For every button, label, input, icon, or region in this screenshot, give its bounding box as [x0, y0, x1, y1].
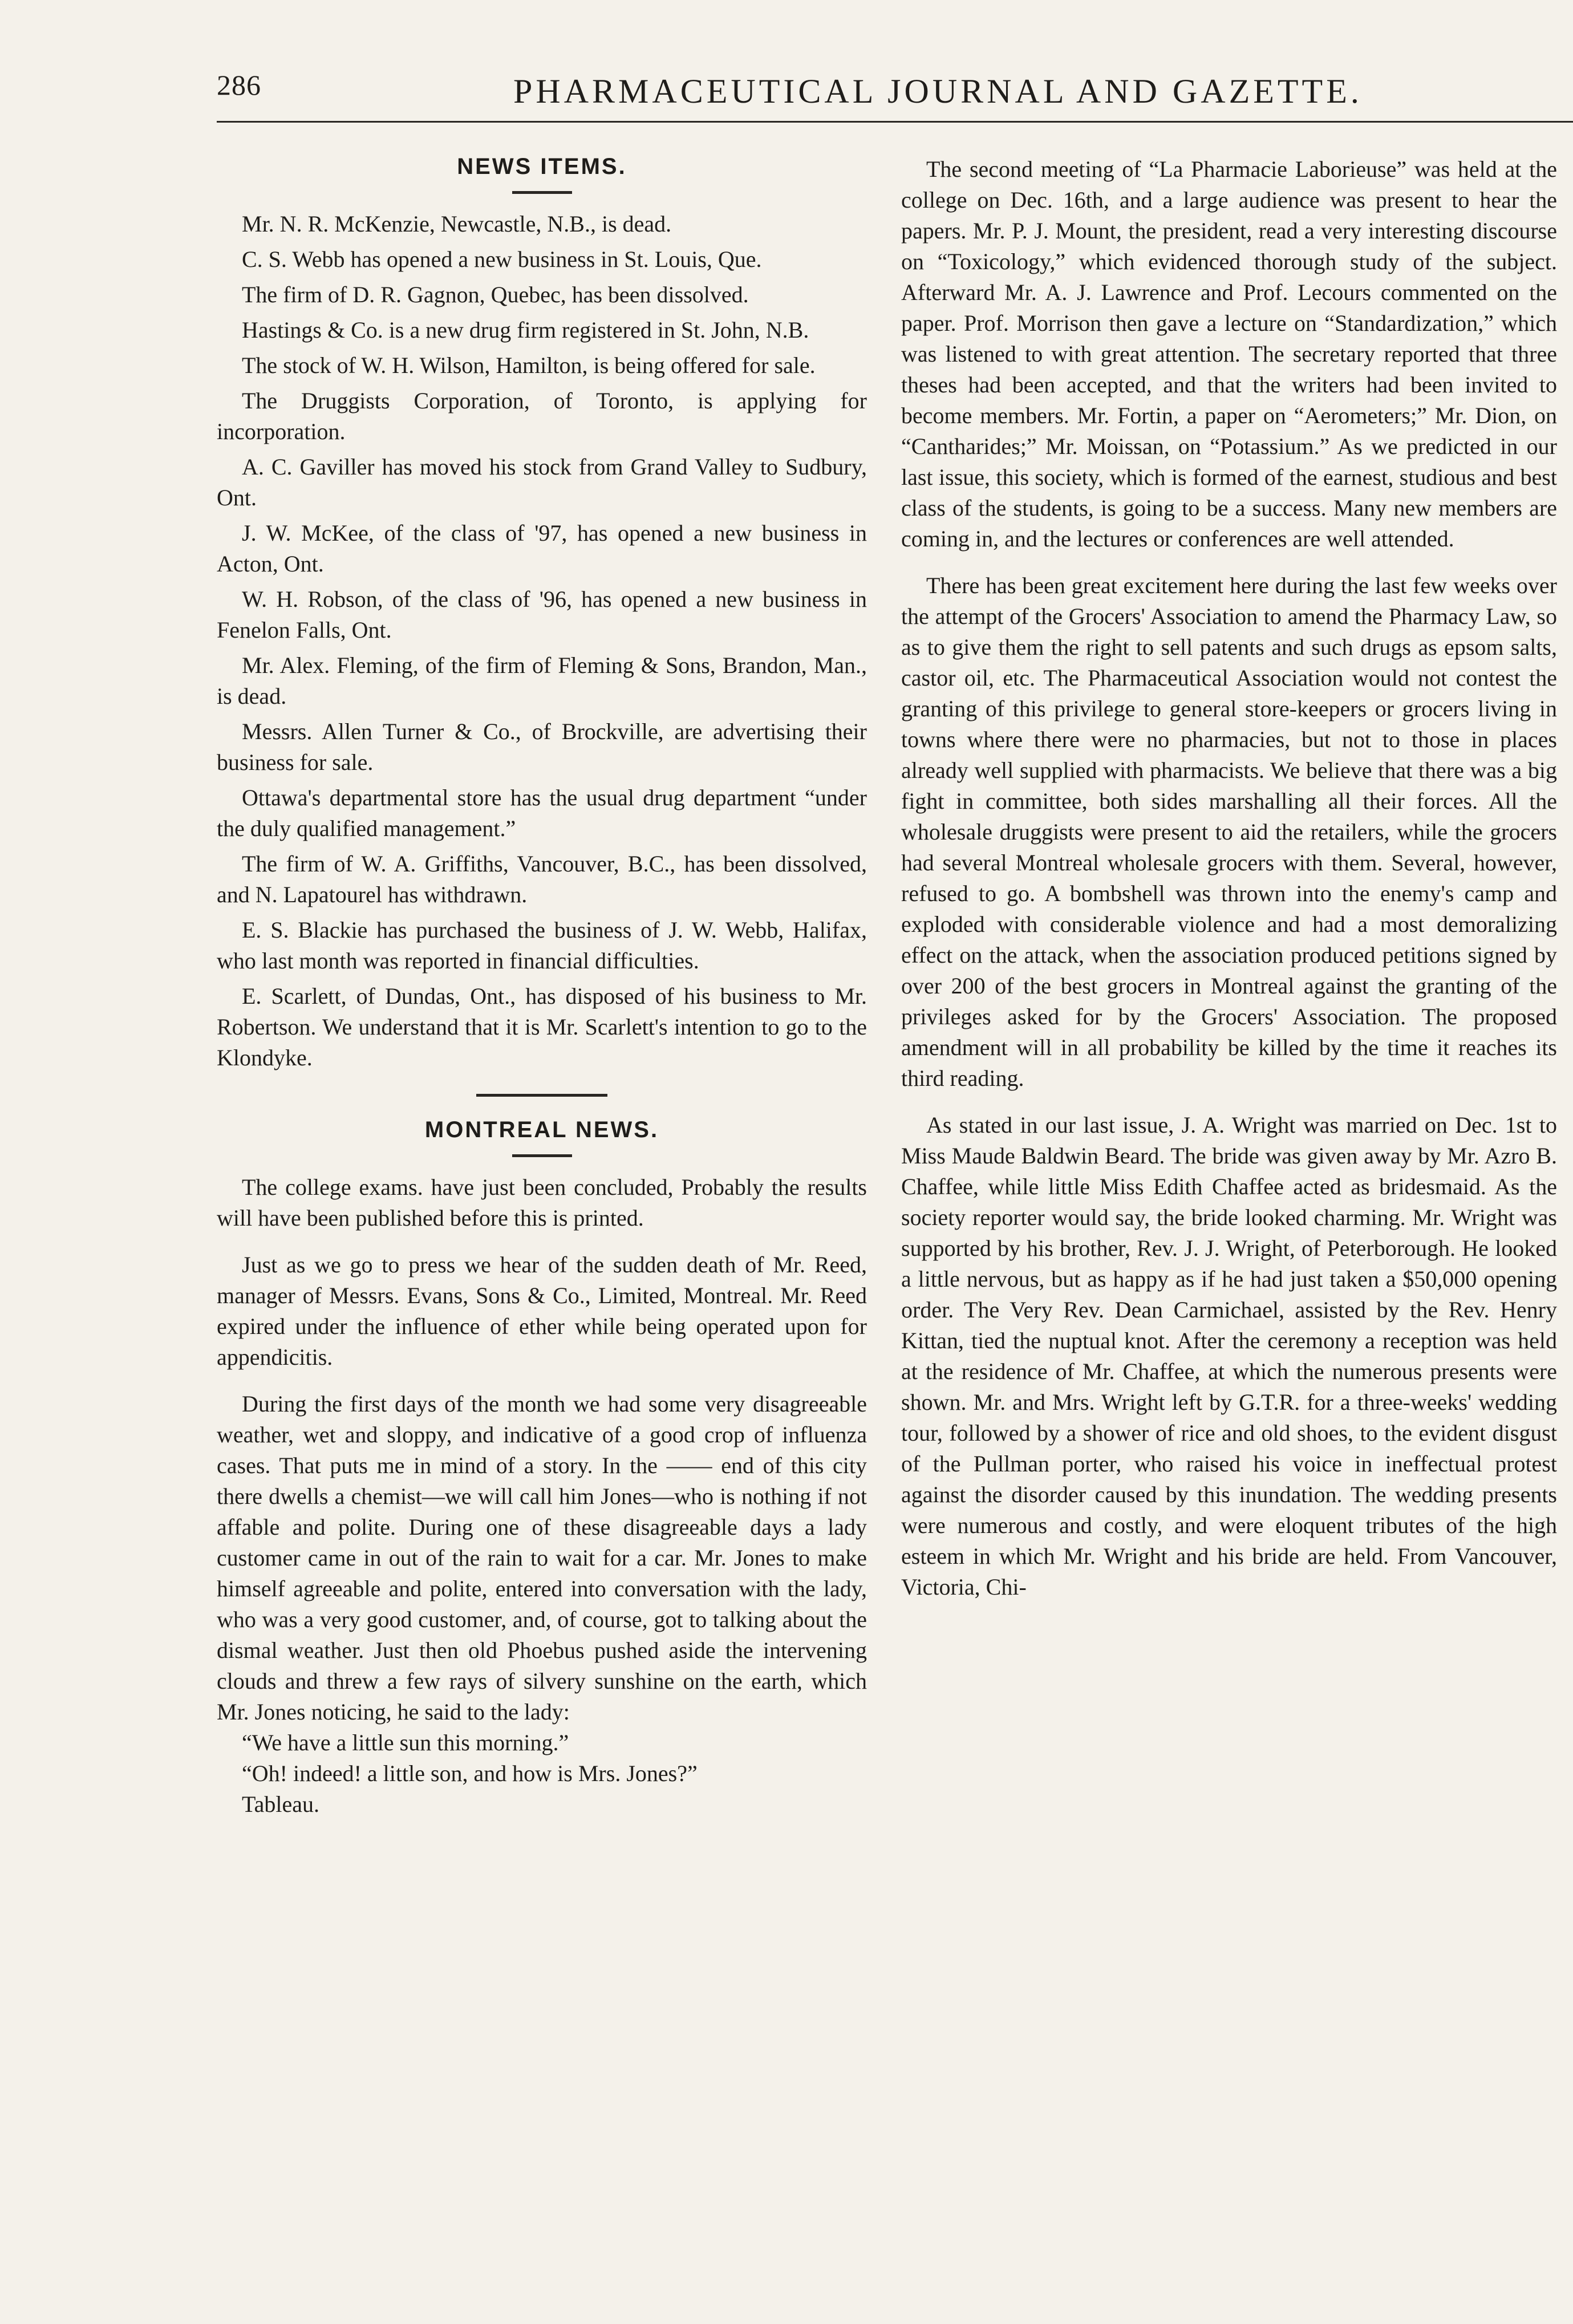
paragraph: There has been great excitement here during the last few weeks over the attempt of the Grocers' Association to amend the Pharmacy Law, so as to give them the right to sell patents and such drugs as epsom salts, castor oil, etc. The Pharmaceutical Association would not contest the granting of this privilege to general store-keepers or grocers living in towns where there were no pharmacies, but not to those in places already well supplied with pharmacists. We believe that there was a big fight in committee, both sides marshalling all their forces. All the wholesale druggists were present to aid the retailers, while the grocers had several Montreal wholesale grocers with them. Several, however, refused to go. A bombshell was thrown into the enemy's camp and exploded with considerable violence and had a most demoralizing effect on the attack, when the association produced petitions signed by over 200 of the best grocers in Montreal against the granting of the privileges asked for by the Grocers' Association. The proposed amendment will in all probability be killed by the time it reaches its third reading.	[901, 573, 1557, 1091]
news-item: A. C. Gaviller has moved his stock from Grand Valley to Sudbury, Ont.	[217, 454, 867, 510]
news-item: The firm of D. R. Gagnon, Quebec, has been dissolved.	[242, 282, 749, 307]
running-head	[217, 68, 1363, 125]
news-item: Mr. Alex. Fleming, of the firm of Fleming & Sons, Brandon, Man., is dead.	[217, 652, 867, 709]
right-column	[901, 154, 1557, 1619]
news-item: Messrs. Allen Turner & Co., of Brockville, are advertising their business for sale.	[217, 719, 867, 775]
left-column	[217, 154, 867, 1820]
paragraph: Just as we go to press we hear of the sudden death of Mr. Reed, manager of Messrs. Evans, Sons & Co., Limited, Montreal. Mr. Reed expired under the influence of ether while being operated upon for appendicitis.	[217, 1252, 867, 1370]
news-item: The firm of W. A. Griffiths, Vancouver, B.C., has been dissolved, and N. Lapatourel has withdrawn.	[217, 851, 867, 907]
news-item: E. Scarlett, of Dundas, Ont., has disposed of his business to Mr. Robertson. We understand that it is Mr. Scarlett's intention to go to the Klondyke.	[217, 983, 867, 1070]
paragraph: As stated in our last issue, J. A. Wright was married on Dec. 1st to Miss Maude Baldwin Beard. The bride was given away by Mr. Azro B. Chaffee, while little Miss Edith Chaffee acted as bridesmaid. As the society reporter would say, the bride looked charming. Mr. Wright was supported by his brother, Rev. J. J. Wright, of Peterborough. He looked a little nervous, but as happy as if he had just taken a $50,000 opening order. The Very Rev. Dean Carmichael, assisted by the Rev. Henry Kittan, tied the nuptual knot. After the ceremony a reception was held at the residence of Mr. Chaffee, at which the numerous presents were shown. Mr. and Mrs. Wright left by G.T.R. for a three-weeks' wedding tour, followed by a shower of rice and old shoes, to the evident disgust of the Pullman porter, who raised his voice in ineffectual protest against the disorder caused by this inundation. The wedding presents were numerous and costly, and were eloquent tributes of the high esteem in which Mr. Wright and his bride are held. From Vancouver, Victoria, Chi-	[901, 1112, 1557, 1600]
news-item: Hastings & Co. is a new drug firm registered in St. John, N.B.	[242, 317, 809, 343]
journal-title: PHARMACEUTICAL JOURNAL AND GAZETTE.	[513, 72, 1363, 110]
news-item: Ottawa's departmental store has the usual drug department “under the duly qualified management.”	[217, 785, 867, 841]
paragraph: During the first days of the month we had some very disagreeable weather, wet and sloppy, and indicative of a good crop of influenza cases. That puts me in mind of a story. In the —— end of this city there dwells a chemist—we will call him Jones—who is nothing if not affable and polite. During one of these disagreeable days a lady customer came in out of the rain to wait for a car. Mr. Jones to make himself agreeable and polite, entered into conversation with the lady, who was a very good customer, and, of course, got to talking about the dismal weather. Just then old Phoebus pushed aside the intervening clouds and threw a few rays of silvery sunshine on the earth, which Mr. Jones noticing, he said to the lady:	[217, 1391, 867, 1725]
news-item: E. S. Blackie has purchased the business of J. W. Webb, Halifax, who last month was reported in financial difficulties.	[217, 917, 867, 974]
header-rule	[217, 121, 1573, 123]
dialogue-line: Tableau.	[242, 1791, 320, 1817]
dialogue-line: “Oh! indeed! a little son, and how is Mrs. Jones?”	[242, 1761, 698, 1786]
section-divider	[476, 1094, 607, 1097]
news-item: W. H. Robson, of the class of '96, has opened a new business in Fenelon Falls, Ont.	[217, 586, 867, 643]
paragraph: The second meeting of “La Pharmacie Laborieuse” was held at the college on Dec. 16th, and a large audience was present to hear the papers. Mr. P. J. Mount, the president, read a very interesting discourse on “Toxicology,” which evidenced thorough study of the subject. Afterward Mr. A. J. Lawrence and Prof. Lecours commented on the paper. Prof. Morrison then gave a lecture on “Standardization,” which was listened to with great attention. The secretary reported that three theses had been accepted, and that the writers had been invited to become members. Mr. Fortin, a paper on “Aerometers;” Mr. Dion, on “Cantharides;” Mr. Moissan, on “Potassium.” As we predicted in our last issue, this society, which is formed of the earnest, studious and best class of the students, is going to be a success. Many new members are coming in, and the lectures or conferences are well attended.	[901, 156, 1557, 551]
news-item: C. S. Webb has opened a new business in St. Louis, Que.	[242, 246, 762, 272]
page-number: 286	[217, 69, 261, 101]
news-item: Mr. N. R. McKenzie, Newcastle, N.B., is dead.	[242, 211, 672, 237]
news-item: J. W. McKee, of the class of '97, has opened a new business in Acton, Ont.	[217, 520, 867, 577]
news-items-heading: NEWS ITEMS.	[457, 154, 627, 179]
heading-rule	[512, 191, 572, 194]
news-item: The Druggists Corporation, of Toronto, is applying for incorporation.	[217, 388, 867, 444]
paragraph: The college exams. have just been concluded, Probably the results will have been published before this is printed.	[217, 1174, 867, 1231]
heading-rule	[512, 1154, 572, 1157]
news-item: The stock of W. H. Wilson, Hamilton, is being offered for sale.	[242, 352, 816, 378]
montreal-news-heading: MONTREAL NEWS.	[424, 1117, 659, 1142]
dialogue-line: “We have a little sun this morning.”	[242, 1730, 569, 1755]
